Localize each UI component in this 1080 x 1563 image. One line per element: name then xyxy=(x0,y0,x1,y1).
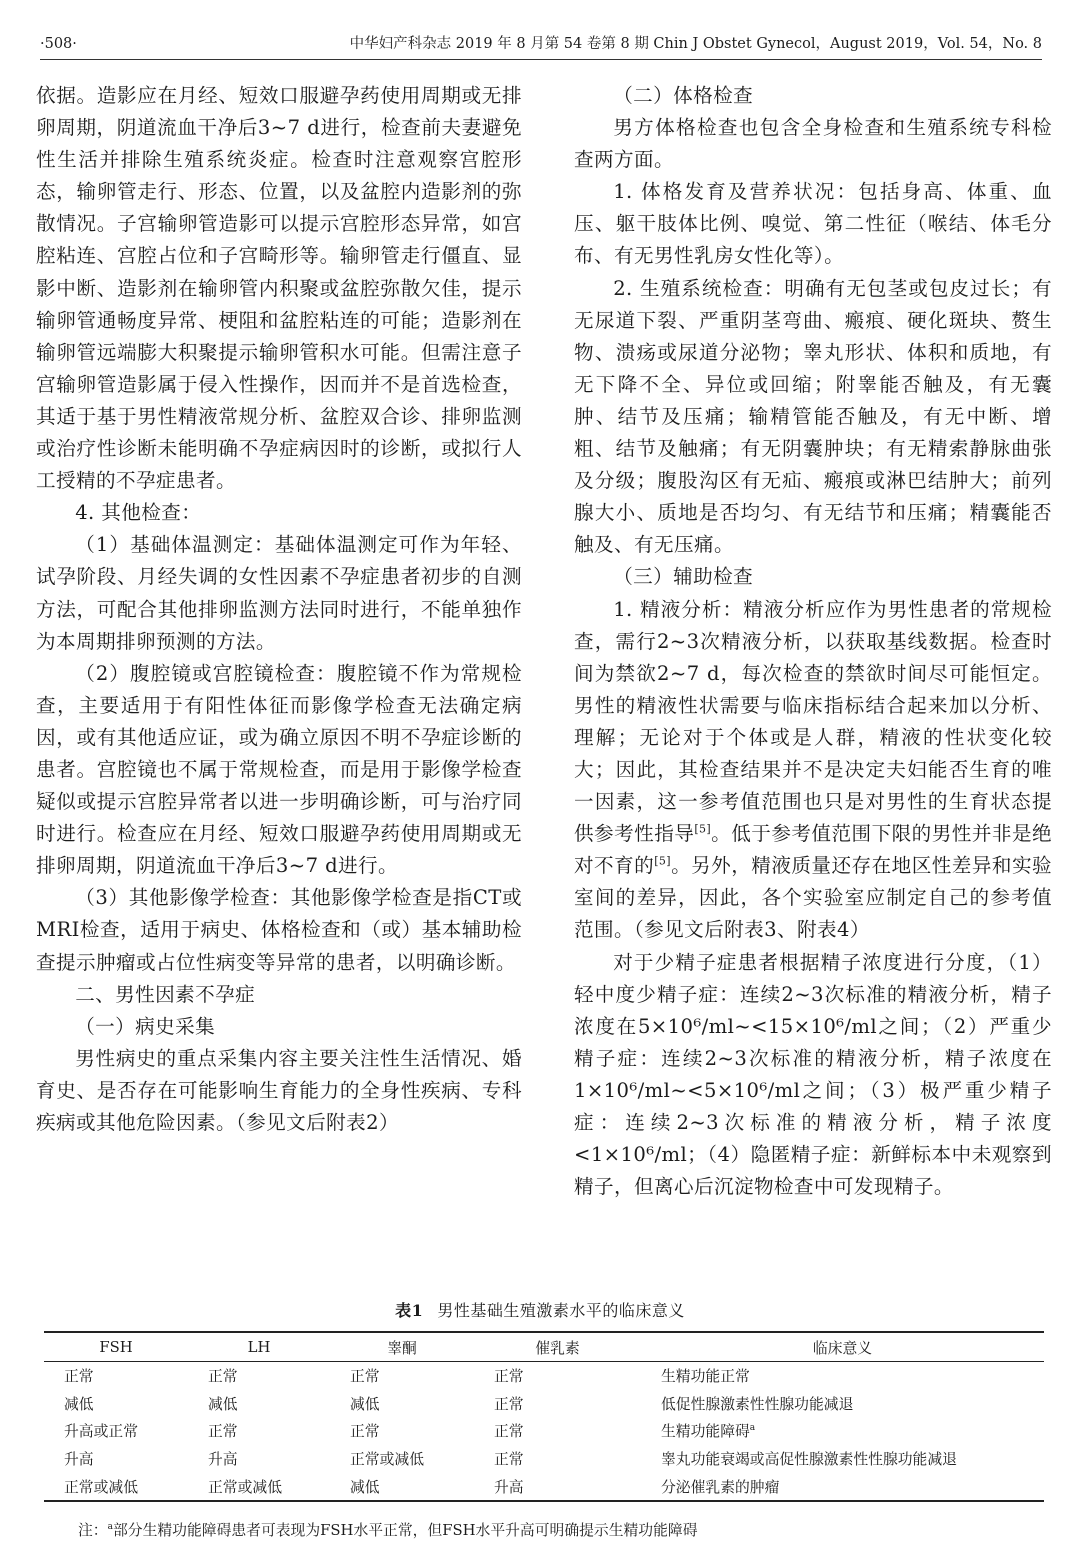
paragraph-hsg-continued: 依据。造影应在月经、短效口服避孕药使用周期或无排卵周期，阴道流血干净后3~7 d进行，检查前夫妻避免性生活并排除生殖系统炎症。检查时注意观察宫腔形态，输卵管走行、形态、位置，以及盆腔内造影剂的弥散情况。子宫输卵管造影可以提示宫腔形态异常，如宫腔粘连、宫腔占位和子宫畸形等。输卵管走行僵直、显影中断、造影剂在输卵管内积聚或盆腔弥散欠佳，提示输卵管通畅度异常、梗阻和盆腔粘连的可能；造影剂在输卵管远端膨大积聚提示输卵管积水可能。但需注意子宫输卵管造影属于侵入性操作，因而并不是首选检查，其适于基于男性精液常规分析、盆腔双合诊、排卵监测或治疗性诊断未能明确不孕症病因时的诊断，或拟行人工授精的不孕症患者。 xyxy=(36,84,522,493)
citation-5b[interactable]: [5] xyxy=(654,854,672,868)
note-mark: a xyxy=(107,1522,113,1532)
cell-fsh: 正常 xyxy=(64,1368,94,1386)
cell-significance: 分泌催乳素的肿瘤 xyxy=(641,1472,1044,1501)
subheading-physical-exam: （二）体格检查 xyxy=(613,84,754,107)
footnote-mark: a xyxy=(749,1423,756,1434)
table-row xyxy=(44,1472,1044,1501)
header-rule xyxy=(40,59,1042,60)
table-number: 表1 xyxy=(395,1301,424,1320)
cell-prolactin: 正常 xyxy=(494,1368,524,1386)
header-fsh: FSH xyxy=(44,1332,188,1362)
running-header xyxy=(40,32,1042,56)
note-text: 部分生精功能障碍患者可表现为FSH水平正常，但FSH水平升高可明确提示生精功能障碍 xyxy=(112,1521,698,1539)
paragraph-history: 男性病史的重点采集内容主要关注性生活情况、婚育史、是否存在可能影响生育能力的全身性疾病、专科疾病或其他危险因素。（参见文后附表2） xyxy=(36,1046,522,1134)
subheading-history: （一）病史采集 xyxy=(75,1014,216,1038)
header-testosterone: 睾酮 xyxy=(330,1332,474,1362)
right-column xyxy=(574,80,1052,1203)
cell-significance: 睾丸功能衰竭或高促性腺激素性性腺功能减退 xyxy=(661,1451,957,1469)
heading-other-exams: 4. 其他检查： xyxy=(75,501,202,525)
table-caption xyxy=(0,1300,1080,1322)
cell-lh: 正常或减低 xyxy=(188,1472,330,1501)
paragraph-semen-analysis xyxy=(574,594,1052,947)
cell-testosterone: 减低 xyxy=(330,1472,474,1501)
paragraph-genital-exam: 2. 生殖系统检查：明确有无包茎或包皮过长；有无尿道下裂、严重阴茎弯曲、瘢痕、硬化斑块、赘生物、溃疡或尿道分泌物；睾丸形状、体积和质地，有无下降不全、异位或回缩；附睾能否触及，有无囊肿、结节及压痛；输精管能否触及，有无中断、增粗、结节及触痛；有无阴囊肿块；有无精索静脉曲张及分级；腹股沟区有无疝、瘢痕或淋巴结肿大；前列腺大小、质地是否均匀、有无结节和压痛；精囊能否触及、有无压痛。 xyxy=(574,276,1052,557)
cell-testosterone: 正常 xyxy=(350,1368,380,1386)
header-lh: LH xyxy=(188,1332,330,1362)
paragraph-oligozoospermia: 对于少精子症患者根据精子浓度进行分度，（1）轻中度少精子症：连续2~3次标准的精液分析，精子浓度在5×10⁶/ml~<15×10⁶/ml之间；（2）严重少精子症：连续2~3次标准的精液分析，精子浓度在1×10⁶/ml~<5×10⁶/ml之间；（3）极严重少精子症：连续2~3次标准的精液分析，精子浓度<1×10⁶/ml；（4）隐匿精子症：新鲜标本中未观察到精子，但离心后沉淀物检查中可发现精子。 xyxy=(574,950,1052,1199)
cell-fsh: 减低 xyxy=(64,1395,94,1413)
cell-significance xyxy=(641,1417,1044,1445)
cell-significance: 生精功能正常 xyxy=(661,1368,750,1386)
cell-prolactin: 正常 xyxy=(494,1423,524,1441)
cell-significance: 低促性腺激素性性腺功能减退 xyxy=(661,1395,854,1413)
citation-5a[interactable]: [5] xyxy=(694,822,712,836)
semen-text-c: 。另外，精液质量还存在地区性差异和实验室间的差异，因此，各个实验室应制定自己的参考值范围。（参见文后附表3、附表4） xyxy=(574,854,1052,942)
subheading-auxiliary-exam: （三）辅助检查 xyxy=(613,565,754,589)
left-column xyxy=(36,80,522,1139)
page-number: ·508· xyxy=(40,36,77,52)
cell-prolactin: 升高 xyxy=(474,1472,641,1501)
table-row xyxy=(44,1390,1044,1418)
cell-prolactin: 正常 xyxy=(494,1395,524,1413)
hormone-table xyxy=(44,1331,1044,1502)
section-heading-male-infertility: 二、男性因素不孕症 xyxy=(75,982,256,1006)
cell-fsh: 升高或正常 xyxy=(64,1423,138,1441)
cell-testosterone: 正常或减低 xyxy=(350,1451,424,1469)
table-row xyxy=(44,1445,1044,1473)
significance-text: 生精功能障碍 xyxy=(661,1423,750,1441)
table-title: 男性基础生殖激素水平的临床意义 xyxy=(437,1301,685,1320)
journal-citation: 中华妇产科杂志 2019 年 8 月第 54 卷第 8 期 Chin J Obstet Gynecol，August 2019，Vol. 54，No. 8 xyxy=(349,36,1042,52)
paragraph-laparoscopy: （2）腹腔镜或宫腔镜检查：腹腔镜不作为常规检查，主要适用于有阳性体征而影像学检查无法确定病因，或有其他适应证，或为确立原因不明不孕症诊断的患者。宫腔镜也不属于常规检查，而是用于影像学检查疑似或提示宫腔异常者以进一步明确诊断，可与治疗同时进行。检查应在月经、短效口服避孕药使用周期或无排卵周期，阴道流血干净后3~7 d进行。 xyxy=(36,661,522,878)
semen-text-a: 1. 精液分析：精液分析应作为男性患者的常规检查，需行2~3次精液分析，以获取基线数据。检查时间为禁欲2~7 d，每次检查的禁欲时间尽可能恒定。男性的精液性状需要与临床指标结合起来加以分析、理解；无论对于个体或是人群，精液的性状变化较大；因此，其检查结果并不是决定夫妇能否生育的唯一因素，这一参考值范围也只是对男性的生育状态提供参考性指导 xyxy=(574,597,1052,846)
cell-prolactin: 正常 xyxy=(494,1451,524,1469)
cell-lh: 升高 xyxy=(208,1451,238,1469)
cell-lh: 正常 xyxy=(208,1423,238,1441)
cell-lh: 正常 xyxy=(208,1368,238,1386)
cell-testosterone: 减低 xyxy=(350,1395,380,1413)
paragraph-imaging: （3）其他影像学检查：其他影像学检查是指CT或MRI检查，适用于病史、体格检查和（或）基本辅助检查提示肿瘤或占位性病变等异常的患者，以明确诊断。 xyxy=(36,886,522,974)
cell-fsh: 升高 xyxy=(64,1451,94,1469)
paragraph-development: 1. 体格发育及营养状况：包括身高、体重、血压、躯干肢体比例、嗅觉、第二性征（喉结、体毛分布、有无男性乳房女性化等）。 xyxy=(574,180,1052,268)
table-row xyxy=(44,1417,1044,1445)
header-prolactin: 催乳素 xyxy=(474,1332,641,1362)
table-footnote xyxy=(78,1517,698,1541)
paragraph-physical-exam: 男方体格检查也包含全身检查和生殖系统专科检查两方面。 xyxy=(574,116,1052,172)
cell-testosterone: 正常 xyxy=(350,1423,380,1441)
note-prefix: 注： xyxy=(78,1521,108,1539)
cell-lh: 减低 xyxy=(208,1395,238,1413)
paragraph-bbt: （1）基础体温测定：基础体温测定可作为年轻、试孕阶段、月经失调的女性因素不孕症患者初步的自测方法，可配合其他排卵监测方法同时进行，不能单独作为本周期排卵预测的方法。 xyxy=(36,533,522,653)
cell-fsh: 正常或减低 xyxy=(44,1472,188,1501)
table-row xyxy=(44,1362,1044,1390)
header-clinical-significance: 临床意义 xyxy=(641,1332,1044,1362)
table-header-row xyxy=(44,1332,1044,1362)
semen-text-b: 。低于参考值范围下限的男性并非是绝对不育的 xyxy=(574,822,1052,878)
